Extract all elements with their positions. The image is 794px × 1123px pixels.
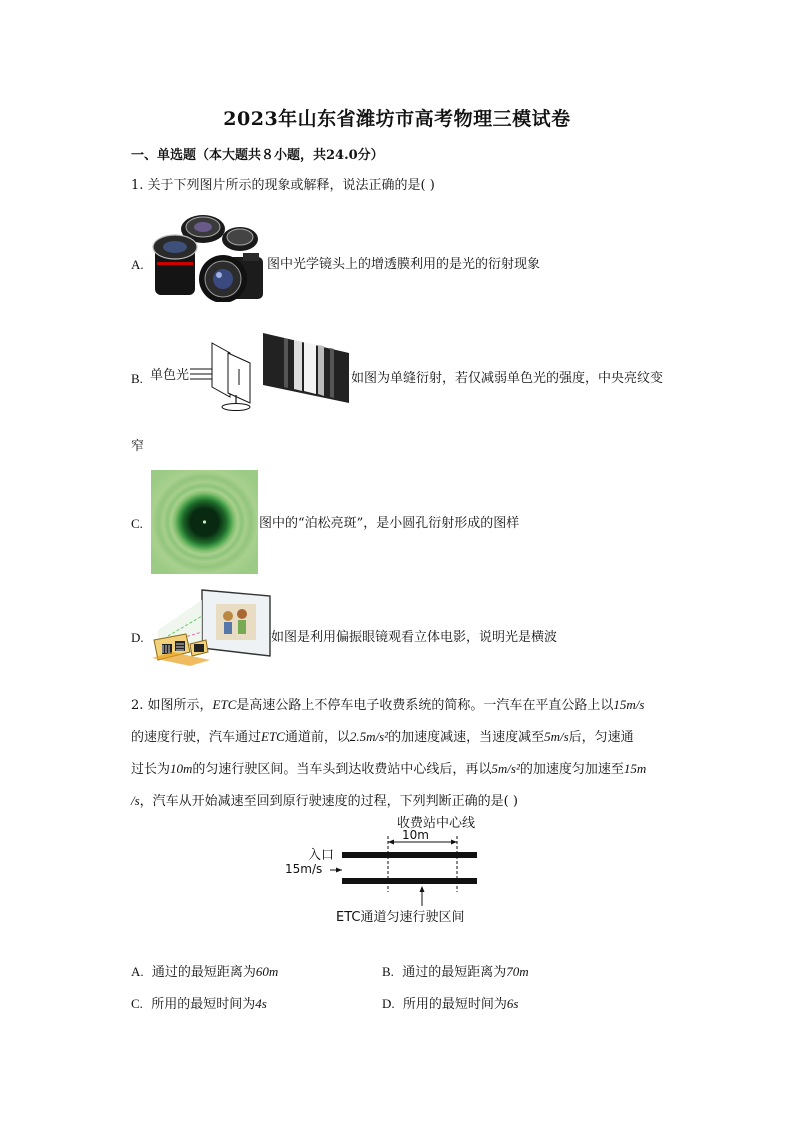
toll-center-line-label: 收费站中心线: [397, 816, 476, 831]
q2-line1-b: 是高速公路上不停车电子收费系统的简称。一汽车在平直公路上以: [236, 698, 614, 713]
q2-line3-a: 过长为: [131, 762, 171, 777]
q1-option-b-letter: B.: [131, 371, 143, 386]
monochromatic-light-label: 单色光: [150, 368, 190, 383]
single-slit-diffraction-figure: [146, 333, 352, 413]
q2-line2-b: 通道前，以: [284, 730, 350, 745]
q2-line2-c: 的加速度减速，当速度减至: [388, 730, 545, 745]
distance-label: 10m: [402, 828, 429, 842]
section-heading: 一、单选题（本大题共８小题，共24.0分）: [131, 148, 384, 163]
q2-line1-a: 2. 如图所示，: [131, 698, 213, 713]
q1-option-b-text: 如图为单缝衍射，若仅减弱单色光的强度，中央亮纹变: [351, 371, 664, 386]
q2-line4-b: ，汽车从开始减速至回到原行驶速度的过程，下列判断正确的是( ): [139, 794, 518, 809]
etc-lane-diagram: [282, 812, 522, 928]
etc-zone-label: ETC通道匀速行驶区间: [336, 910, 465, 925]
q1-option-a-text: 图中光学镜头上的增透膜利用的是光的衍射现象: [267, 257, 541, 272]
q2-d1: 10m: [170, 761, 193, 776]
q2-stem-line1: [131, 695, 644, 716]
q2-line4-a: /s: [131, 793, 140, 808]
q1-option-c-text: 图中的“泊松亮斑”，是小圆孔衍射形成的图样: [259, 516, 520, 531]
q2-stem-line2: [131, 727, 634, 748]
q2-line2-d: 后，匀速通: [568, 730, 634, 745]
q2-v2: 5m/s: [544, 729, 569, 744]
q2-option-d: D. 所用的最短时间为6s: [382, 996, 519, 1012]
q1-stem: 1. 关于下列图片所示的现象或解释，说法正确的是( ): [131, 178, 435, 193]
q1-option-c-letter: C.: [131, 516, 143, 531]
q1-option-d-text: 如图是利用偏振眼镜观看立体电影，说明光是横波: [271, 630, 558, 645]
polarized-glasses-3d-movie-image: [150, 586, 272, 672]
q2-option-a: A. 通过的最短距离为60m: [131, 964, 279, 980]
q2-a2: 5m/s²: [491, 761, 520, 776]
speed-label: 15m/s: [285, 862, 323, 876]
q2-etc-2: ETC: [261, 729, 285, 744]
q2-a1: 2.5m/s²: [349, 729, 389, 744]
q2-line3-b: 的匀速行驶区间。当车头到达收费站中心线后，再以: [192, 762, 492, 777]
camera-lenses-image: [151, 207, 266, 302]
q2-stem-line4: [131, 791, 518, 812]
q2-v3: 15m: [623, 761, 647, 776]
q2-stem-line3: [131, 759, 646, 780]
q1-option-a-letter: A.: [131, 257, 144, 272]
q2-line2-a: 的速度行驶，汽车通过: [131, 730, 262, 745]
q2-line3-c: 的加速度匀加速至: [519, 762, 624, 777]
poisson-spot-image: [151, 470, 258, 574]
q2-etc-1: ETC: [212, 697, 237, 712]
q2-option-c: C. 所用的最短时间为4s: [131, 996, 267, 1012]
page-title: 2023年山东省潍坊市高考物理三模试卷: [223, 108, 571, 130]
entrance-label: 入口: [308, 848, 335, 863]
q1-option-b-text-wrap: 窄: [131, 439, 145, 454]
q2-option-b: B. 通过的最短距离为70m: [382, 964, 529, 980]
q2-v1: 15m/s: [613, 697, 645, 712]
q1-option-d-letter: D.: [131, 630, 144, 645]
